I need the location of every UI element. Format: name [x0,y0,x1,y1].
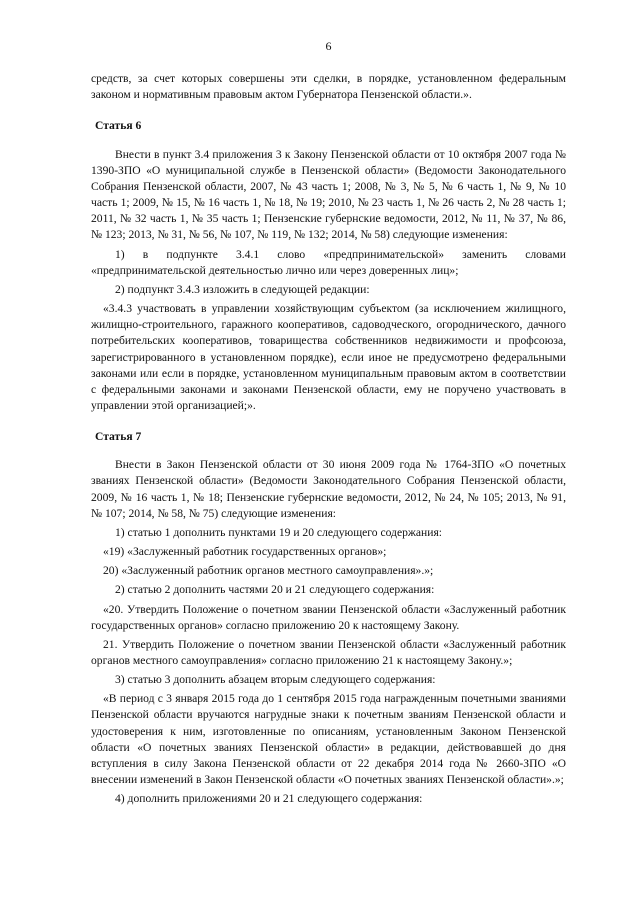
article-7-item-4: 4) дополнить приложениями 20 и 21 следующего содержания: [115,792,423,806]
page-number: 6 [325,39,332,53]
article-7-item-2-part-21: 21. Утвердить Положение о почетном звании Пензенской области «Заслуженный работник органов местного самоуправления» согласно приложению 21 к настоящему Закону.»; [91,637,566,667]
article-7-item-3-paragraph: «В период с 3 января 2015 года до 1 сентября 2015 года награжденным почетными званиями Пензенской области вручаются нагрудные знаки к почетным званиям Пензенской области и удостоверения к ним, изготовленные по описаниям, установленным Законом Пензенской области «О почетных званиях Пензенской области» в редакции, действовавшей до дня вступления в силу Закона Пензенской области от 22 декабря 2014 года № 2660-ЗПО «О внесении изменений в Закон Пензенской области «О почетных званиях Пензенской области».»; [91,692,566,787]
article-6-intro: Внести в пункт 3.4 приложения 3 к Закону Пензенской области от 10 октября 2007 года № 1390-ЗПО «О муниципальной службе в Пензенской области» (Ведомости Законодательного Собрания Пензенской области, 2007, № 43 часть 1; 2008, № 3, № 5, № 6 часть 1, № 9, № 10 часть 1; 2009, № 15, № 16 часть 1, № 18, № 19; 2010, № 23 часть 1, № 26 часть 2, № 28 часть 1; 2011, № 32 часть 1, № 35 часть 1; Пензенские губернские ведомости, 2012, № 11, № 37, № 86, № 123; 2013, № 31, № 56, № 107, № 119, № 132; 2014, № 58) следующие изменения: [91,147,566,242]
article-6-item-2: 2) подпункт 3.4.3 изложить в следующей редакции: [115,282,370,296]
continuation-paragraph: средств, за счет которых совершены эти сделки, в порядке, установленном федеральным законом и нормативным правовым актом Губернатора Пензенской области.». [91,72,566,102]
document-page [91,38,566,810]
article-7-item-1-point-19: «19) «Заслуженный работник государственных органов»; [103,545,387,559]
article-7-item-2-part-20: «20. Утвердить Положение о почетном звании Пензенской области «Заслуженный работник государственных органов» согласно приложению 20 к настоящему Закону. [91,602,566,632]
article-7-item-1: 1) статью 1 дополнить пунктами 19 и 20 следующего содержания: [115,525,443,539]
article-7-item-2: 2) статью 2 дополнить частями 20 и 21 следующего содержания: [115,583,435,597]
article-6-quote: «3.4.3 участвовать в управлении хозяйствующим субъектом (за исключением жилищного, жилищно-строительного, гаражного кооперативов, садоводческого, огороднического, дачного потребительских кооперативов, товарищества собственников недвижимости и профсоюза, зарегистрированного в установленном порядке), если иное не предусмотрено федеральными законами или если в порядке, установленном муниципальным правовым актом в соответствии с федеральными законами и законами Пензенской области, ему не поручено участвовать в управлении этой организацией;». [91,302,566,412]
article-7-item-1-point-20: 20) «Заслуженный работник органов местного самоуправления».»; [103,564,434,578]
article-7-heading: Статья 7 [95,430,142,444]
article-6-heading: Статья 6 [95,119,142,133]
article-7-item-3: 3) статью 3 дополнить абзацем вторым следующего содержания: [115,673,436,687]
article-6-item-1: 1) в подпункте 3.4.1 слово «предпринимательской» заменить словами «предпринимательской деятельностью лично или через доверенных лиц»; [91,247,566,277]
article-7-intro: Внести в Закон Пензенской области от 30 июня 2009 года № 1764-ЗПО «О почетных званиях Пензенской области» (Ведомости Законодательного Собрания Пензенской области, 2009, № 16 часть 1, № 18; Пензенские губернские ведомости, 2012, № 24, № 105; 2013, № 91, № 107; 2014, № 58, № 75) следующие изменения: [91,458,566,520]
